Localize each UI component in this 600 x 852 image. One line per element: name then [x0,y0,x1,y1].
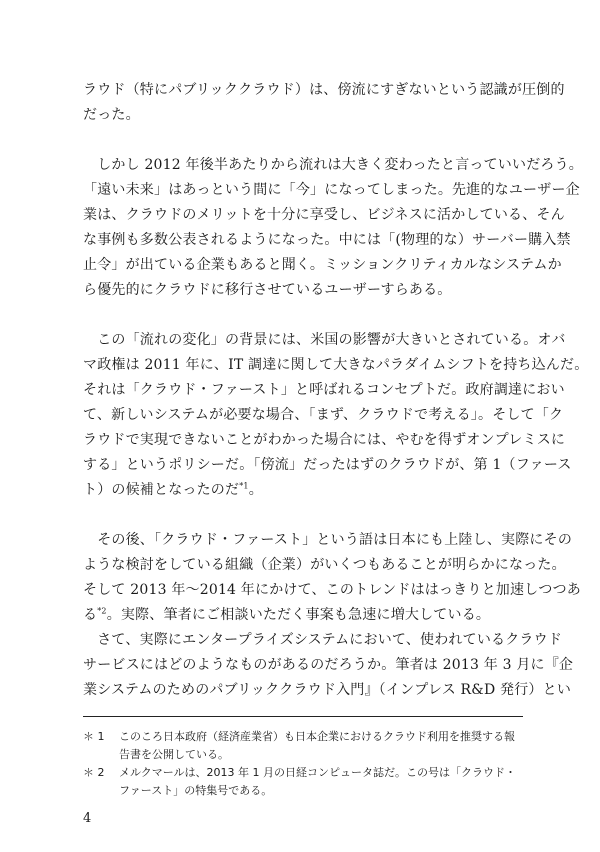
text-line: それは「クラウド・ファースト」と呼ばれるコンセプトだ。政府調達におい [83,382,565,398]
text-line: その後、「クラウド・ファースト」という語は日本にも上陸し、実際にその [83,532,573,548]
footnote-line: ファースト」の特集号である。 [119,784,273,797]
footnote-line: メルクマールは、2013 年 1 月の日経コンピュータ誌だ。この号は「クラウド・ [119,766,517,779]
text-line: する」というポリシーだ。「傍流」だったはずのクラウドが、第 1（ファース [83,457,572,473]
text-line: ら優先的にクラウドに移行させているユーザーすらある。 [83,282,452,298]
body-text [83,78,589,703]
footnote-mark: ＊ 1 [83,730,105,743]
text-line: ト）の候補となったのだ$^{*1}$。 [83,481,263,498]
text-line: 止令」が出ている企業もあると聞く。ミッションクリティカルなシステムか [83,257,562,273]
text-line: る$^{*2}$。実際、筆者にご相談いただく事案も急速に増大している。 [83,606,491,623]
text-line: て、新しいシステムが必要な場合、「まず、クラウドで考える」。そして「ク [83,407,564,423]
footnote-mark: ＊ 2 [83,766,105,779]
text-line: マ政権は 2011 年に、IT 調達に関して大きなパラダイムシフトを持ち込んだ。 [83,357,589,373]
footnote-divider [83,716,523,717]
text-line: サービスにはどのようなものがあるのだろうか。筆者は 2013 年 3 月に『企 [83,657,574,673]
text-line: ラウド（特にパブリッククラウド）は、傍流にすぎないという認識が圧倒的 [83,82,565,98]
page-number: 4 [83,811,92,826]
text-line: この「流れの変化」の背景には、米国の影響が大きいとされている。オバ [83,332,566,348]
footnote-line: このころ日本政府（経済産業省）も日本企業におけるクラウド利用を推奨する報 [119,730,515,743]
text-line: な事例も多数公表されるようになった。中には「(物理的な）サーバー購入禁 [83,232,571,248]
text-line: そして 2013 年〜2014 年にかけて、このトレンドははっきりと加速しつつあ [83,582,581,598]
text-line: しかし 2012 年後半あたりから流れは大きく変わったと言っていいだろう。 [83,157,583,173]
footnote-line: 告書を公開している。 [119,748,229,761]
text-line: 「遠い未来」はあっという間に「今」になってしまった。先進的なユーザー企 [83,182,580,198]
text-line: ような検討をしている組織（企業）がいくつもあることが明らかになった。 [83,557,566,573]
text-line: 業は、クラウドのメリットを十分に享受し、ビジネスに活かしている、そん [83,207,565,223]
text-line: さて、実際にエンタープライズシステムにおいて、使われているクラウド [83,632,563,648]
footnote-2 [83,764,528,800]
footnotes [83,728,528,800]
footnote-ref-1[interactable]: *1 [239,481,249,491]
footnote-ref-2[interactable]: *2 [97,606,107,616]
text-line: ラウドで実現できないことがわかった場合には、やむを得ずオンプレミスに [83,432,566,448]
text-line: だった。 [83,107,140,123]
text-line: 業システムのためのパブリッククラウド入門』（インプレス R&D 発行）とい [83,682,572,698]
footnote-1 [83,728,528,764]
